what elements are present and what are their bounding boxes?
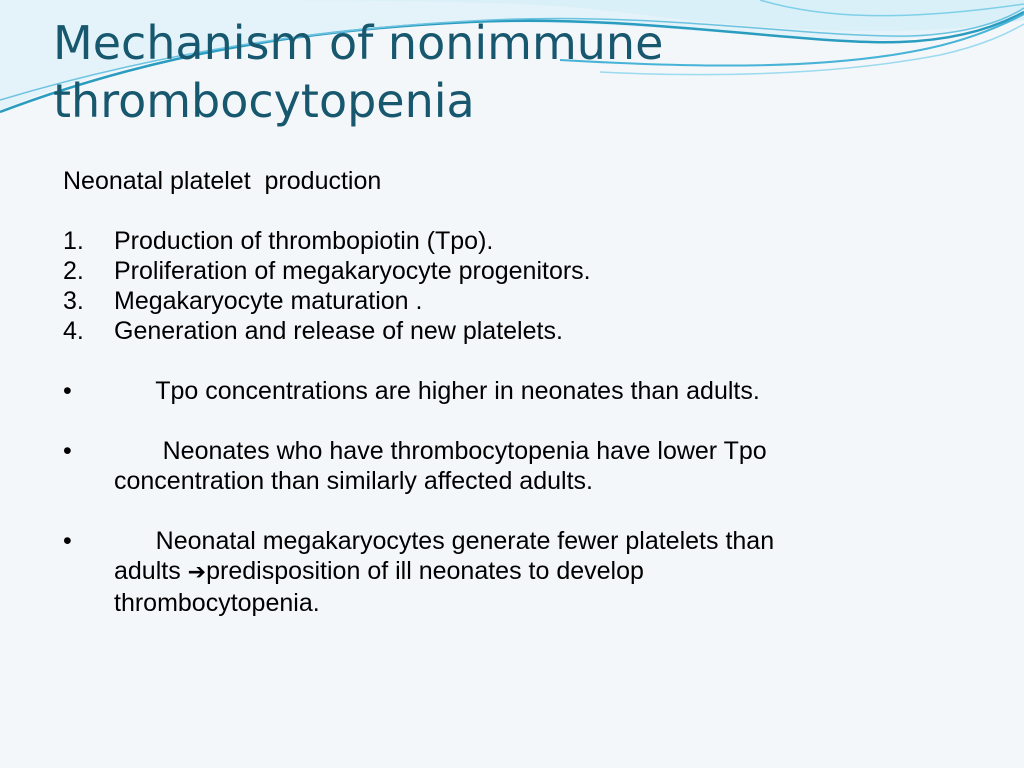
numbered-item — [63, 316, 963, 346]
numbered-item — [63, 286, 963, 316]
right-arrow-icon: ➔ — [187, 560, 207, 585]
item-number: 4. — [63, 317, 84, 345]
slide-title — [53, 14, 953, 130]
numbered-item — [63, 256, 963, 286]
spacer — [63, 346, 963, 376]
title-line-1: Mechanism of nonimmune — [53, 16, 664, 70]
item-text: Production of thrombopiotin (Tpo). — [114, 227, 494, 255]
bullet-continuation: concentration than similarly affected adults. — [114, 467, 593, 495]
bullet-text: Neonates who have thrombocytopenia have lower Tpo — [114, 437, 767, 465]
bullet-continuation: thrombocytopenia. — [114, 589, 320, 617]
bullet-text-part: adults — [114, 557, 188, 585]
spacer — [63, 496, 963, 526]
bullet-mark: • — [63, 377, 72, 405]
item-number: 2. — [63, 257, 84, 285]
bullet-continuation — [63, 556, 963, 588]
item-text: Generation and release of new platelets. — [114, 317, 563, 345]
bullet-text: Tpo concentrations are higher in neonates than adults. — [114, 377, 760, 405]
spacer — [63, 196, 963, 226]
bullet-text: Neonatal megakaryocytes generate fewer platelets than — [114, 527, 775, 555]
section-heading: Neonatal platelet production — [63, 167, 382, 195]
item-text: Megakaryocyte maturation . — [114, 287, 423, 315]
title-line-2: thrombocytopenia — [53, 74, 475, 128]
bullet-text-part: predisposition of ill neonates to develop — [206, 557, 644, 585]
bullet-item — [63, 526, 963, 556]
bullet-mark: • — [63, 437, 72, 465]
bullet-mark: • — [63, 527, 72, 555]
slide-body — [63, 166, 963, 618]
bullet-item — [63, 376, 963, 406]
item-number: 1. — [63, 227, 84, 255]
bullet-item — [63, 436, 963, 466]
numbered-item — [63, 226, 963, 256]
item-text: Proliferation of megakaryocyte progenitors. — [114, 257, 591, 285]
item-number: 3. — [63, 287, 84, 315]
spacer — [63, 406, 963, 436]
